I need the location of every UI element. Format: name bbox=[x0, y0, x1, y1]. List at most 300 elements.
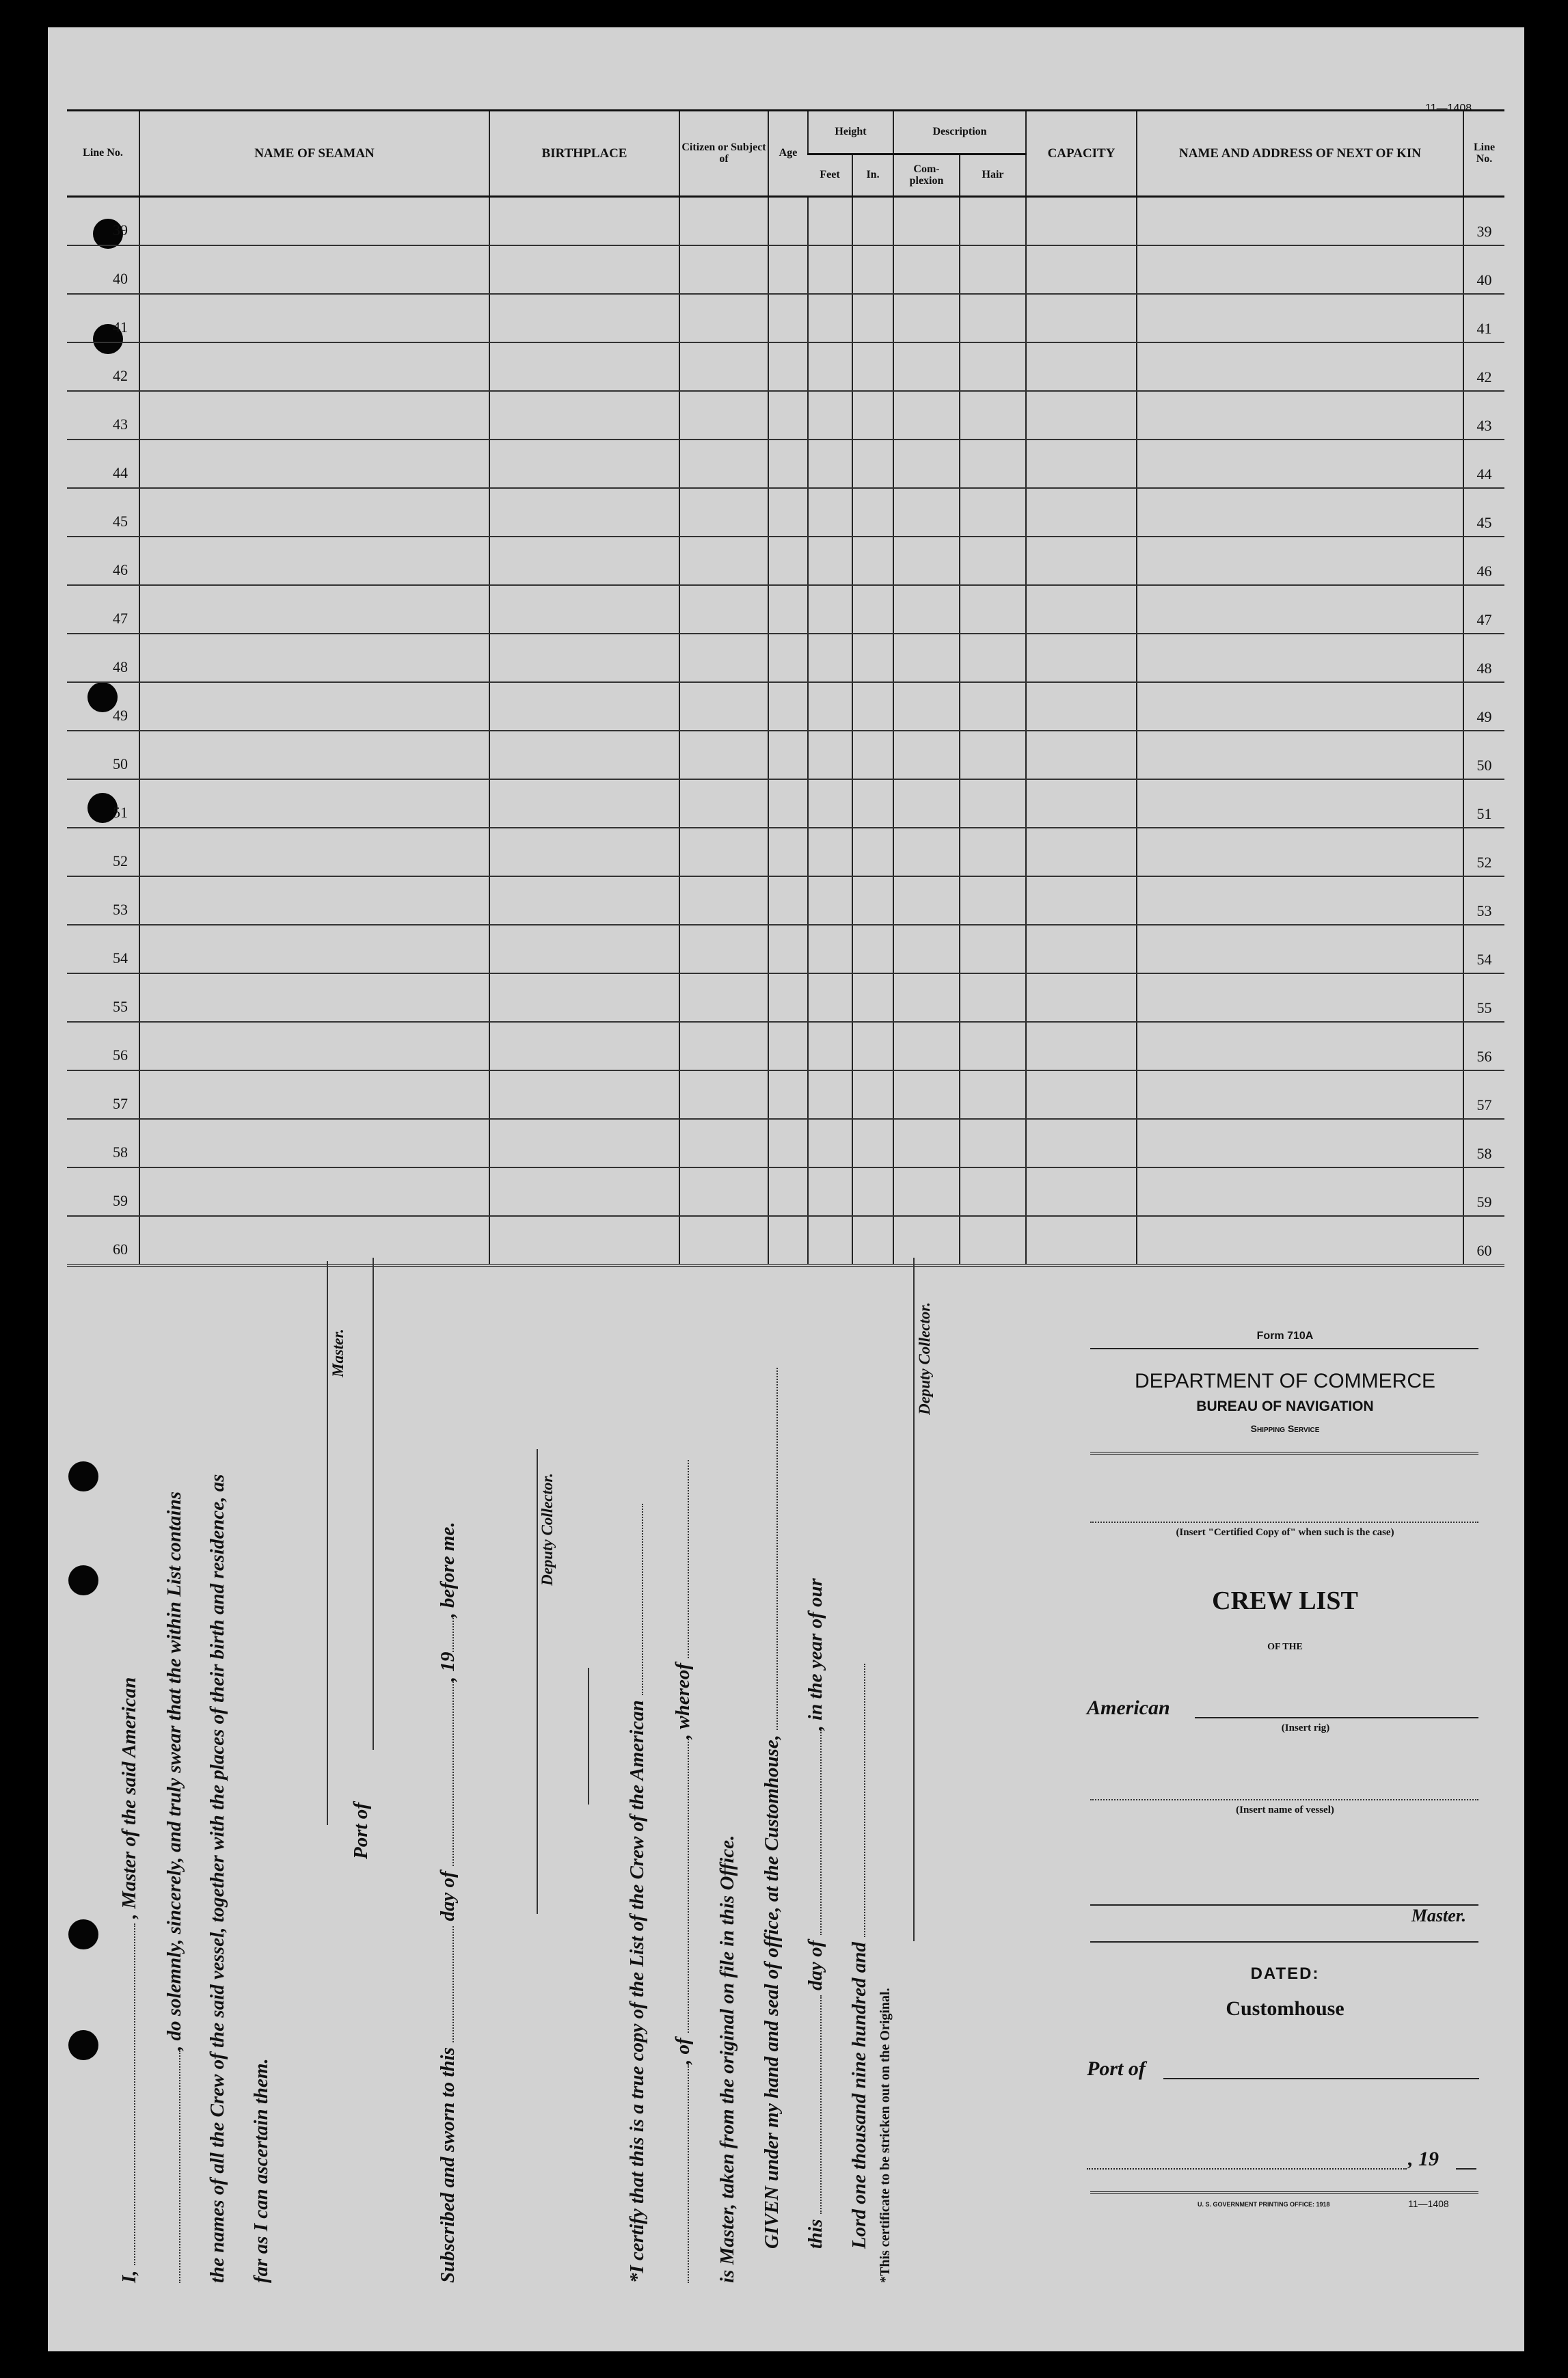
master-name-blank[interactable] bbox=[118, 1923, 135, 2265]
table-cell[interactable] bbox=[139, 876, 489, 925]
table-cell[interactable] bbox=[808, 682, 852, 731]
table-cell[interactable] bbox=[679, 925, 768, 973]
line-number: 46 bbox=[67, 537, 139, 585]
table-row bbox=[67, 973, 1504, 1022]
table-cell[interactable] bbox=[960, 731, 1026, 779]
table-cell[interactable] bbox=[852, 1022, 893, 1070]
cover-port-blank[interactable] bbox=[1163, 2078, 1479, 2079]
table-cell[interactable] bbox=[808, 342, 852, 391]
table-cell[interactable] bbox=[960, 1070, 1026, 1119]
line-number: 56 bbox=[67, 1022, 139, 1070]
table-cell[interactable] bbox=[852, 828, 893, 876]
table-cell[interactable] bbox=[808, 1070, 852, 1119]
table-cell[interactable] bbox=[768, 585, 808, 634]
table-row bbox=[67, 342, 1504, 391]
table-cell[interactable] bbox=[808, 440, 852, 488]
table-cell[interactable] bbox=[1137, 1167, 1463, 1216]
table-cell[interactable] bbox=[893, 245, 960, 294]
table-cell[interactable] bbox=[1137, 1022, 1463, 1070]
table-cell[interactable] bbox=[852, 876, 893, 925]
certified-copy-line[interactable] bbox=[1090, 1522, 1478, 1523]
table-cell[interactable] bbox=[768, 731, 808, 779]
header-hair: Hair bbox=[960, 154, 1026, 197]
table-cell[interactable] bbox=[852, 440, 893, 488]
table-cell[interactable] bbox=[1026, 876, 1137, 925]
table-cell[interactable] bbox=[489, 391, 679, 440]
line-number: 58 bbox=[67, 1119, 139, 1167]
table-cell[interactable] bbox=[852, 682, 893, 731]
table-cell[interactable] bbox=[768, 779, 808, 828]
line-number: 59 bbox=[67, 1167, 139, 1216]
table-cell[interactable] bbox=[139, 294, 489, 342]
table-cell[interactable] bbox=[139, 245, 489, 294]
table-cell[interactable] bbox=[808, 391, 852, 440]
line-number-right: 39 bbox=[1463, 197, 1504, 246]
table-cell[interactable] bbox=[852, 488, 893, 537]
table-cell[interactable] bbox=[1137, 1119, 1463, 1167]
table-cell[interactable] bbox=[893, 197, 960, 246]
master-row bbox=[1087, 1906, 1480, 1933]
table-cell[interactable] bbox=[1026, 585, 1137, 634]
table-cell[interactable] bbox=[1137, 634, 1463, 682]
table-cell[interactable] bbox=[1137, 391, 1463, 440]
table-row bbox=[67, 537, 1504, 585]
header-height: Height bbox=[808, 111, 893, 154]
table-cell[interactable] bbox=[808, 585, 852, 634]
table-cell[interactable] bbox=[960, 876, 1026, 925]
table-cell[interactable] bbox=[1026, 537, 1137, 585]
table-row bbox=[67, 294, 1504, 342]
table-cell[interactable] bbox=[1137, 342, 1463, 391]
table-cell[interactable] bbox=[139, 440, 489, 488]
table-row bbox=[67, 391, 1504, 440]
deputy-collector-label-1: Deputy Collector. bbox=[539, 1473, 556, 1586]
table-cell[interactable] bbox=[1137, 294, 1463, 342]
table-row bbox=[67, 828, 1504, 876]
table-cell[interactable] bbox=[1137, 488, 1463, 537]
table-cell[interactable] bbox=[679, 197, 768, 246]
table-cell[interactable] bbox=[960, 1119, 1026, 1167]
table-cell[interactable] bbox=[768, 1022, 808, 1070]
table-cell[interactable] bbox=[1137, 440, 1463, 488]
table-cell[interactable] bbox=[679, 342, 768, 391]
table-cell[interactable] bbox=[1137, 973, 1463, 1022]
table-cell[interactable] bbox=[1026, 779, 1137, 828]
header-line-no-right: Line No. bbox=[1463, 111, 1504, 197]
table-cell[interactable] bbox=[852, 1119, 893, 1167]
deputy-collector-line-1[interactable] bbox=[537, 1449, 538, 1914]
table-cell[interactable] bbox=[139, 342, 489, 391]
table-cell[interactable] bbox=[1026, 391, 1137, 440]
table-cell[interactable] bbox=[1026, 1216, 1137, 1265]
table-cell[interactable] bbox=[768, 682, 808, 731]
oath-swear-text: , do solemnly, sincerely, and truly swear that the within List contains bbox=[163, 1491, 185, 2051]
table-cell[interactable] bbox=[139, 197, 489, 246]
line-number: 43 bbox=[67, 391, 139, 440]
table-cell[interactable] bbox=[852, 1070, 893, 1119]
this-day-blank[interactable] bbox=[804, 1995, 822, 2214]
vessel-name-blank[interactable] bbox=[163, 2051, 180, 2283]
table-cell[interactable] bbox=[852, 1167, 893, 1216]
american-rig-row bbox=[1087, 1695, 1480, 1722]
table-cell[interactable] bbox=[768, 1070, 808, 1119]
table-cell[interactable] bbox=[808, 973, 852, 1022]
table-cell[interactable] bbox=[960, 537, 1026, 585]
table-cell[interactable] bbox=[852, 585, 893, 634]
table-cell[interactable] bbox=[808, 294, 852, 342]
cover-port-label: Port of bbox=[1087, 2057, 1146, 2080]
table-cell[interactable] bbox=[808, 731, 852, 779]
table-cell[interactable] bbox=[139, 925, 489, 973]
table-cell[interactable] bbox=[893, 440, 960, 488]
table-cell[interactable] bbox=[1137, 197, 1463, 246]
insert-rig-note: (Insert rig) bbox=[1281, 1722, 1330, 1733]
table-cell[interactable] bbox=[139, 1167, 489, 1216]
table-cell[interactable] bbox=[960, 828, 1026, 876]
table-cell[interactable] bbox=[808, 634, 852, 682]
table-cell[interactable] bbox=[893, 973, 960, 1022]
bureau-label: BUREAU OF NAVIGATION bbox=[1196, 1399, 1374, 1414]
table-cell[interactable] bbox=[960, 1167, 1026, 1216]
subscribed-day-blank[interactable] bbox=[436, 1926, 454, 2042]
certify-port-blank[interactable] bbox=[671, 1739, 689, 2033]
table-cell[interactable] bbox=[489, 876, 679, 925]
line-number-right: 54 bbox=[1463, 925, 1504, 973]
line-number-right: 59 bbox=[1463, 1167, 1504, 1216]
table-cell[interactable] bbox=[960, 682, 1026, 731]
table-cell[interactable] bbox=[139, 488, 489, 537]
table-cell[interactable] bbox=[960, 294, 1026, 342]
table-cell[interactable] bbox=[679, 1070, 768, 1119]
table-cell[interactable] bbox=[489, 488, 679, 537]
table-cell[interactable] bbox=[679, 779, 768, 828]
table-cell[interactable] bbox=[489, 973, 679, 1022]
table-cell[interactable] bbox=[139, 585, 489, 634]
table-cell[interactable] bbox=[489, 245, 679, 294]
in-the-year-label: , in the year of our bbox=[805, 1578, 826, 1731]
table-row bbox=[67, 634, 1504, 682]
table-cell[interactable] bbox=[679, 245, 768, 294]
given-line bbox=[760, 1368, 783, 2249]
table-cell[interactable] bbox=[679, 585, 768, 634]
table-cell[interactable] bbox=[768, 1167, 808, 1216]
table-cell[interactable] bbox=[960, 1216, 1026, 1265]
cover-year-blank[interactable] bbox=[1456, 2168, 1476, 2170]
table-cell[interactable] bbox=[960, 245, 1026, 294]
table-cell[interactable] bbox=[852, 731, 893, 779]
cover-rule-1 bbox=[1090, 1348, 1478, 1349]
header-birthplace: BIRTHPLACE bbox=[489, 111, 679, 197]
subscribed-nineteen: , 19 bbox=[437, 1651, 459, 1682]
line-number: 39 bbox=[67, 197, 139, 246]
certify-vessel-blank[interactable] bbox=[625, 1504, 643, 1695]
line-number-right: 53 bbox=[1463, 876, 1504, 925]
customhouse-blank[interactable] bbox=[760, 1368, 778, 1730]
rig-blank[interactable] bbox=[1195, 1717, 1478, 1718]
table-cell[interactable] bbox=[960, 779, 1026, 828]
cover-date-blank[interactable] bbox=[1087, 2168, 1407, 2170]
table-cell[interactable] bbox=[489, 342, 679, 391]
table-cell[interactable] bbox=[852, 245, 893, 294]
table-cell[interactable] bbox=[893, 1022, 960, 1070]
table-cell[interactable] bbox=[1026, 634, 1137, 682]
table-cell[interactable] bbox=[852, 973, 893, 1022]
table-cell[interactable] bbox=[1137, 585, 1463, 634]
table-cell[interactable] bbox=[139, 828, 489, 876]
table-cell[interactable] bbox=[893, 925, 960, 973]
table-cell[interactable] bbox=[1026, 1070, 1137, 1119]
table-cell[interactable] bbox=[960, 1022, 1026, 1070]
master-signature-label: Master. bbox=[329, 1329, 347, 1377]
table-cell[interactable] bbox=[679, 294, 768, 342]
this-day-line bbox=[804, 1578, 827, 2249]
table-cell[interactable] bbox=[768, 828, 808, 876]
table-cell[interactable] bbox=[768, 1119, 808, 1167]
table-cell[interactable] bbox=[489, 925, 679, 973]
table-cell[interactable] bbox=[808, 828, 852, 876]
table-cell[interactable] bbox=[960, 440, 1026, 488]
table-cell[interactable] bbox=[1026, 1167, 1137, 1216]
table-cell[interactable] bbox=[1137, 245, 1463, 294]
table-cell[interactable] bbox=[960, 634, 1026, 682]
table-cell[interactable] bbox=[1137, 682, 1463, 731]
table-cell[interactable] bbox=[893, 1167, 960, 1216]
table-cell[interactable] bbox=[489, 731, 679, 779]
subscribed-line bbox=[436, 1522, 459, 2283]
table-cell[interactable] bbox=[679, 1022, 768, 1070]
table-cell[interactable] bbox=[679, 634, 768, 682]
oath-line-2 bbox=[163, 1491, 186, 2283]
oath-line-1 bbox=[118, 1677, 141, 2283]
table-cell[interactable] bbox=[139, 1070, 489, 1119]
table-cell[interactable] bbox=[808, 488, 852, 537]
table-cell[interactable] bbox=[1026, 197, 1137, 246]
table-cell[interactable] bbox=[960, 925, 1026, 973]
table-cell[interactable] bbox=[489, 440, 679, 488]
whereof-label: , whereof bbox=[672, 1662, 694, 1740]
table-cell[interactable] bbox=[139, 634, 489, 682]
table-cell[interactable] bbox=[139, 391, 489, 440]
table-cell[interactable] bbox=[893, 585, 960, 634]
table-cell[interactable] bbox=[768, 925, 808, 973]
line-number-right: 52 bbox=[1463, 828, 1504, 876]
table-cell[interactable] bbox=[893, 682, 960, 731]
table-cell[interactable] bbox=[489, 828, 679, 876]
line-number: 47 bbox=[67, 585, 139, 634]
table-cell[interactable] bbox=[768, 634, 808, 682]
table-cell[interactable] bbox=[1026, 925, 1137, 973]
table-cell[interactable] bbox=[139, 731, 489, 779]
table-cell[interactable] bbox=[679, 440, 768, 488]
table-cell[interactable] bbox=[768, 342, 808, 391]
vessel-name-line[interactable] bbox=[1090, 1799, 1478, 1800]
table-cell[interactable] bbox=[1137, 1216, 1463, 1265]
lord-year-blank[interactable] bbox=[848, 1664, 865, 1937]
table-cell[interactable] bbox=[768, 537, 808, 585]
table-cell[interactable] bbox=[679, 1119, 768, 1167]
table-cell[interactable] bbox=[808, 245, 852, 294]
table-cell[interactable] bbox=[893, 828, 960, 876]
certify-master-blank[interactable] bbox=[671, 1460, 689, 1658]
table-cell[interactable] bbox=[1137, 537, 1463, 585]
table-cell[interactable] bbox=[489, 1167, 679, 1216]
line-number-right: 42 bbox=[1463, 342, 1504, 391]
line-number-right: 57 bbox=[1463, 1070, 1504, 1119]
table-cell[interactable] bbox=[808, 1119, 852, 1167]
line-number-right: 56 bbox=[1463, 1022, 1504, 1070]
table-cell[interactable] bbox=[679, 828, 768, 876]
table-cell[interactable] bbox=[768, 197, 808, 246]
table-cell[interactable] bbox=[960, 342, 1026, 391]
table-cell[interactable] bbox=[679, 731, 768, 779]
table-cell[interactable] bbox=[139, 682, 489, 731]
table-cell[interactable] bbox=[679, 973, 768, 1022]
table-cell[interactable] bbox=[489, 197, 679, 246]
table-cell[interactable] bbox=[960, 488, 1026, 537]
table-cell[interactable] bbox=[808, 779, 852, 828]
table-cell[interactable] bbox=[139, 1119, 489, 1167]
table-cell[interactable] bbox=[1026, 440, 1137, 488]
table-cell[interactable] bbox=[1137, 828, 1463, 876]
table-cell[interactable] bbox=[893, 779, 960, 828]
table-cell[interactable] bbox=[1026, 731, 1137, 779]
table-cell[interactable] bbox=[1026, 682, 1137, 731]
table-cell[interactable] bbox=[852, 294, 893, 342]
american-label: American bbox=[1087, 1697, 1170, 1719]
oath-line-3: the names of all the Crew of the said vessel, together with the places of their birth and residence, as bbox=[206, 1474, 228, 2283]
table-cell[interactable] bbox=[808, 1167, 852, 1216]
table-cell[interactable] bbox=[1026, 828, 1137, 876]
table-cell[interactable] bbox=[893, 1119, 960, 1167]
master-signature-line[interactable] bbox=[327, 1261, 328, 1825]
table-cell[interactable] bbox=[768, 391, 808, 440]
table-cell[interactable] bbox=[852, 342, 893, 391]
table-cell[interactable] bbox=[139, 973, 489, 1022]
line-number: 53 bbox=[67, 876, 139, 925]
subscribed-month-blank[interactable] bbox=[436, 1681, 454, 1866]
lord-text: Lord one thousand nine hundred and bbox=[848, 1942, 870, 2249]
table-cell[interactable] bbox=[1137, 876, 1463, 925]
table-cell[interactable] bbox=[489, 1119, 679, 1167]
table-cell[interactable] bbox=[808, 1022, 852, 1070]
table-cell[interactable] bbox=[679, 1167, 768, 1216]
table-cell[interactable] bbox=[852, 779, 893, 828]
table-cell[interactable] bbox=[1026, 1022, 1137, 1070]
table-cell[interactable] bbox=[852, 925, 893, 973]
port-of-line[interactable] bbox=[373, 1258, 374, 1750]
table-cell[interactable] bbox=[489, 585, 679, 634]
of-the-label: OF THE bbox=[1267, 1642, 1303, 1652]
subscribed-before-me: , before me. bbox=[437, 1522, 459, 1618]
table-cell[interactable] bbox=[852, 634, 893, 682]
table-cell[interactable] bbox=[139, 779, 489, 828]
table-cell[interactable] bbox=[893, 342, 960, 391]
table-cell[interactable] bbox=[852, 391, 893, 440]
header-feet: Feet bbox=[808, 154, 852, 197]
table-cell[interactable] bbox=[893, 731, 960, 779]
table-cell[interactable] bbox=[679, 682, 768, 731]
table-cell[interactable] bbox=[893, 537, 960, 585]
table-cell[interactable] bbox=[960, 973, 1026, 1022]
line-number: 42 bbox=[67, 342, 139, 391]
table-cell[interactable] bbox=[679, 537, 768, 585]
table-cell[interactable] bbox=[1026, 245, 1137, 294]
table-cell[interactable] bbox=[1026, 294, 1137, 342]
deputy-collector-line-2[interactable] bbox=[913, 1258, 915, 1941]
table-cell[interactable] bbox=[893, 876, 960, 925]
table-cell[interactable] bbox=[960, 391, 1026, 440]
table-cell[interactable] bbox=[852, 197, 893, 246]
table-cell[interactable] bbox=[893, 634, 960, 682]
table-cell[interactable] bbox=[808, 537, 852, 585]
table-cell[interactable] bbox=[893, 1070, 960, 1119]
table-cell[interactable] bbox=[1026, 1119, 1137, 1167]
table-cell[interactable] bbox=[139, 537, 489, 585]
table-cell[interactable] bbox=[768, 973, 808, 1022]
table-cell[interactable] bbox=[1137, 779, 1463, 828]
of-whereof-line bbox=[671, 1460, 694, 2283]
table-cell[interactable] bbox=[679, 876, 768, 925]
line-number-right: 58 bbox=[1463, 1119, 1504, 1167]
table-cell[interactable] bbox=[893, 391, 960, 440]
deputy-collector-label-2: Deputy Collector. bbox=[916, 1302, 933, 1415]
certify-rig-blank[interactable] bbox=[671, 2064, 689, 2283]
table-cell[interactable] bbox=[852, 537, 893, 585]
subscribed-text: Subscribed and sworn to this bbox=[437, 2047, 459, 2283]
table-cell[interactable] bbox=[1137, 1070, 1463, 1119]
line-number: 49 bbox=[67, 682, 139, 731]
table-cell[interactable] bbox=[960, 585, 1026, 634]
table-cell[interactable] bbox=[679, 391, 768, 440]
certify-text: *I certify that this is a true copy of the List of the Crew of the American bbox=[626, 1700, 648, 2283]
table-cell[interactable] bbox=[960, 197, 1026, 246]
customhouse-label: Customhouse bbox=[1226, 1997, 1344, 2020]
cover-year-label: , 19 bbox=[1408, 2148, 1439, 2170]
table-cell[interactable] bbox=[1137, 731, 1463, 779]
cover-date-row bbox=[1087, 2146, 1480, 2174]
table-cell[interactable] bbox=[489, 779, 679, 828]
table-cell[interactable] bbox=[768, 876, 808, 925]
table-cell[interactable] bbox=[489, 634, 679, 682]
table-cell[interactable] bbox=[489, 1070, 679, 1119]
table-cell[interactable] bbox=[139, 1022, 489, 1070]
table-cell[interactable] bbox=[768, 488, 808, 537]
table-cell[interactable] bbox=[893, 294, 960, 342]
table-cell[interactable] bbox=[808, 876, 852, 925]
table-cell[interactable] bbox=[1026, 973, 1137, 1022]
table-row bbox=[67, 440, 1504, 488]
table-cell[interactable] bbox=[489, 537, 679, 585]
table-cell[interactable] bbox=[768, 245, 808, 294]
table-cell[interactable] bbox=[893, 488, 960, 537]
table-cell[interactable] bbox=[489, 682, 679, 731]
table-cell[interactable] bbox=[1137, 925, 1463, 973]
table-cell[interactable] bbox=[489, 294, 679, 342]
table-cell[interactable] bbox=[489, 1022, 679, 1070]
table-cell[interactable] bbox=[1026, 342, 1137, 391]
day-of-blank[interactable] bbox=[804, 1730, 822, 1935]
table-cell[interactable] bbox=[768, 294, 808, 342]
line-number: 57 bbox=[67, 1070, 139, 1119]
table-cell[interactable] bbox=[1026, 488, 1137, 537]
subscribed-year-blank[interactable] bbox=[436, 1618, 454, 1652]
insert-vessel-note: (Insert name of vessel) bbox=[1236, 1805, 1334, 1815]
table-cell[interactable] bbox=[679, 488, 768, 537]
table-cell[interactable] bbox=[808, 925, 852, 973]
table-cell[interactable] bbox=[768, 440, 808, 488]
table-cell[interactable] bbox=[808, 197, 852, 246]
printer-imprint: U. S. GOVERNMENT PRINTING OFFICE: 1918 bbox=[1198, 2201, 1330, 2208]
